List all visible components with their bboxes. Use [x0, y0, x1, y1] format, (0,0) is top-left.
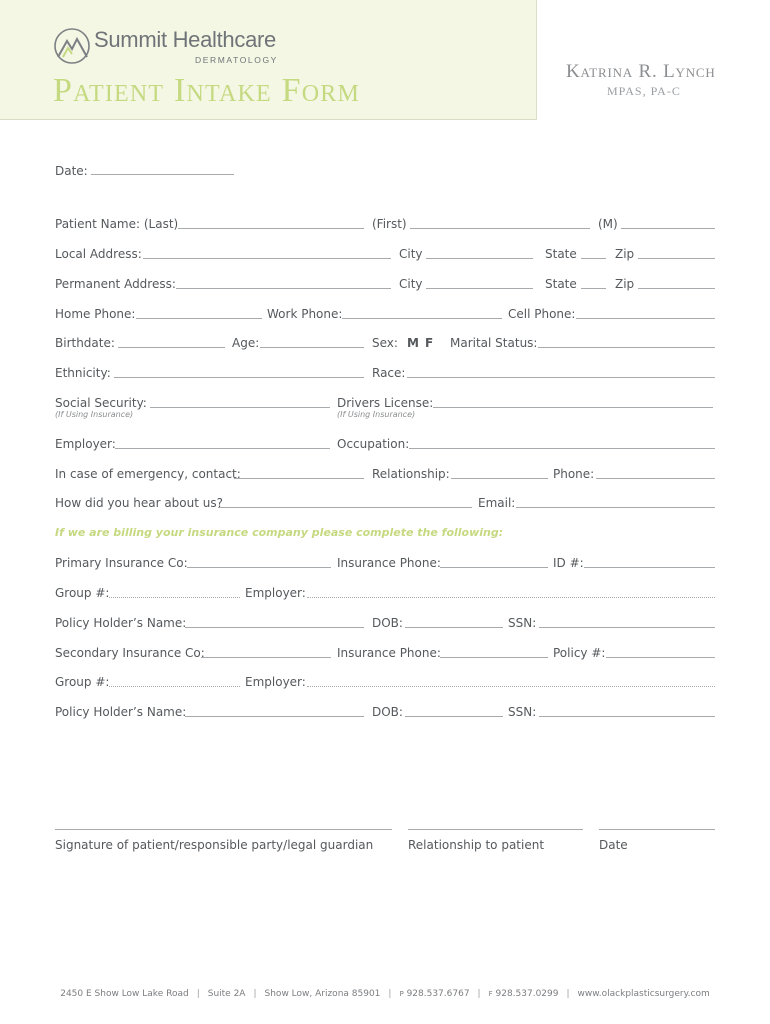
- provider-credentials: MPAS, PA-C: [607, 84, 681, 98]
- primary-policy-holder-field[interactable]: [185, 627, 364, 628]
- drivers-license-field[interactable]: [433, 407, 713, 408]
- emergency-phone-field[interactable]: [596, 478, 715, 479]
- secondary-employer-label: Employer:: [245, 675, 306, 689]
- permanent-city-label: City: [399, 277, 423, 291]
- age-field[interactable]: [260, 347, 364, 348]
- local-zip-field[interactable]: [638, 258, 715, 259]
- footer-city: Show Low, Arizona 85901: [264, 989, 381, 999]
- cell-phone-label: Cell Phone:: [508, 307, 576, 321]
- signature-label: Signature of patient/responsible party/legal guardian: [55, 838, 374, 852]
- ethnicity-field[interactable]: [114, 377, 364, 378]
- date-field[interactable]: [91, 174, 234, 175]
- relationship-to-patient-label: Relationship to patient: [408, 838, 545, 852]
- page-title: Patient Intake Form: [53, 72, 360, 109]
- emergency-contact-label: In case of emergency, contact:: [55, 467, 241, 481]
- local-state-label: State: [545, 247, 577, 261]
- relationship-field[interactable]: [451, 478, 548, 479]
- drivers-license-note: (If Using Insurance): [337, 410, 416, 419]
- footer-website[interactable]: www.olackplasticsurgery.com: [577, 989, 710, 999]
- race-label: Race:: [372, 366, 406, 380]
- local-address-label: Local Address:: [55, 247, 142, 261]
- primary-policy-holder-label: Policy Holder’s Name:: [55, 616, 187, 630]
- signature-date-label: Date: [599, 838, 628, 852]
- secondary-dob-label: DOB:: [372, 705, 403, 719]
- brand-logo: [53, 27, 293, 69]
- permanent-zip-label: Zip: [615, 277, 635, 291]
- primary-group-label: Group #:: [55, 586, 110, 600]
- insurance-note: If we are billing your insurance company please complete the following:: [55, 526, 504, 539]
- permanent-city-field[interactable]: [426, 288, 533, 289]
- primary-id-field[interactable]: [584, 567, 715, 568]
- primary-ssn-field[interactable]: [539, 627, 715, 628]
- secondary-group-label: Group #:: [55, 675, 110, 689]
- secondary-dob-field[interactable]: [405, 716, 503, 717]
- footer-address: 2450 E Show Low Lake Road: [60, 989, 189, 999]
- local-city-field[interactable]: [426, 258, 533, 259]
- marital-status-label: Marital Status:: [450, 336, 538, 350]
- home-phone-field[interactable]: [136, 318, 262, 319]
- primary-employer-label: Employer:: [245, 586, 306, 600]
- hear-about-field[interactable]: [218, 507, 472, 508]
- patient-first-field[interactable]: [410, 228, 590, 229]
- secondary-ssn-field[interactable]: [539, 716, 715, 717]
- primary-employer-field[interactable]: [307, 597, 715, 598]
- race-field[interactable]: [407, 377, 715, 378]
- secondary-employer-field[interactable]: [307, 686, 715, 687]
- home-phone-label: Home Phone:: [55, 307, 136, 321]
- provider-name: Katrina R. Lynch: [566, 61, 716, 82]
- social-security-label: Social Security:: [55, 396, 147, 410]
- ethnicity-label: Ethnicity:: [55, 366, 111, 380]
- primary-group-field[interactable]: [109, 597, 240, 598]
- local-zip-label: Zip: [615, 247, 635, 261]
- patient-mi-field[interactable]: [621, 228, 715, 229]
- local-city-label: City: [399, 247, 423, 261]
- social-security-field[interactable]: [150, 407, 330, 408]
- permanent-address-label: Permanent Address:: [55, 277, 176, 291]
- secondary-ssn-label: SSN:: [508, 705, 537, 719]
- birthdate-field[interactable]: [118, 347, 225, 348]
- patient-last-field[interactable]: [178, 228, 364, 229]
- date-label: Date:: [55, 164, 88, 178]
- secondary-policy-holder-field[interactable]: [185, 716, 364, 717]
- cell-phone-field[interactable]: [576, 318, 715, 319]
- primary-insurance-field[interactable]: [187, 567, 331, 568]
- secondary-insurance-phone-label: Insurance Phone:: [337, 646, 441, 660]
- sex-f-option[interactable]: F: [425, 336, 434, 350]
- secondary-policy-field[interactable]: [606, 657, 715, 658]
- secondary-insurance-phone-field[interactable]: [440, 657, 548, 658]
- footer-fax-prefix: F: [488, 990, 493, 998]
- footer-fax: 928.537.0299: [495, 989, 559, 999]
- brand-name: Summit Healthcare: [94, 27, 276, 52]
- birthdate-label: Birthdate:: [55, 336, 115, 350]
- primary-insurance-phone-field[interactable]: [440, 567, 548, 568]
- primary-insurance-phone-label: Insurance Phone:: [337, 556, 441, 570]
- drivers-license-label: Drivers License:: [337, 396, 434, 410]
- local-state-field[interactable]: [581, 258, 606, 259]
- patient-first-label: (First): [372, 217, 407, 231]
- brand-subtitle: DERMATOLOGY: [195, 55, 278, 65]
- hear-about-label: How did you hear about us?: [55, 496, 223, 510]
- occupation-field[interactable]: [409, 448, 715, 449]
- marital-status-field[interactable]: [538, 347, 715, 348]
- patient-last-label: Patient Name: (Last): [55, 217, 179, 231]
- primary-id-label: ID #:: [553, 556, 584, 570]
- primary-dob-field[interactable]: [405, 627, 503, 628]
- primary-ssn-label: SSN:: [508, 616, 537, 630]
- emergency-phone-label: Phone:: [553, 467, 595, 481]
- primary-insurance-label: Primary Insurance Co:: [55, 556, 188, 570]
- permanent-state-label: State: [545, 277, 577, 291]
- work-phone-field[interactable]: [342, 318, 502, 319]
- sex-m-option[interactable]: M: [407, 336, 419, 350]
- primary-dob-label: DOB:: [372, 616, 403, 630]
- signature-date-field[interactable]: [599, 829, 715, 830]
- permanent-zip-field[interactable]: [638, 288, 715, 289]
- occupation-label: Occupation:: [337, 437, 410, 451]
- local-address-field[interactable]: [143, 258, 391, 259]
- secondary-insurance-field[interactable]: [201, 657, 331, 658]
- secondary-policy-label: Policy #:: [553, 646, 606, 660]
- relationship-to-patient-field[interactable]: [408, 829, 583, 830]
- footer-phone-prefix: P: [399, 990, 404, 998]
- sex-label: Sex:: [372, 336, 398, 350]
- footer-phone: 928.537.6767: [406, 989, 470, 999]
- mountain-logo-icon: [53, 27, 93, 67]
- work-phone-label: Work Phone:: [267, 307, 343, 321]
- secondary-insurance-label: Secondary Insurance Co:: [55, 646, 205, 660]
- email-label: Email:: [478, 496, 516, 510]
- secondary-group-field[interactable]: [109, 686, 240, 687]
- permanent-address-field[interactable]: [176, 288, 391, 289]
- footer: 2450 E Show Low Lake Road | Suite 2A | Show Low, Arizona 85901 | P 928.537.6767 | F 928.537.0299 | www.olackplasticsurgery.com: [60, 989, 710, 999]
- relationship-label: Relationship:: [372, 467, 450, 481]
- signature-field[interactable]: [55, 829, 392, 830]
- emergency-contact-field[interactable]: [234, 478, 364, 479]
- age-label: Age:: [232, 336, 260, 350]
- email-field[interactable]: [516, 507, 715, 508]
- patient-mi-label: (M): [598, 217, 618, 231]
- social-security-note: (If Using Insurance): [55, 410, 134, 419]
- employer-label: Employer:: [55, 437, 116, 451]
- footer-suite: Suite 2A: [207, 989, 246, 999]
- employer-field[interactable]: [115, 448, 330, 449]
- secondary-policy-holder-label: Policy Holder’s Name:: [55, 705, 187, 719]
- permanent-state-field[interactable]: [581, 288, 606, 289]
